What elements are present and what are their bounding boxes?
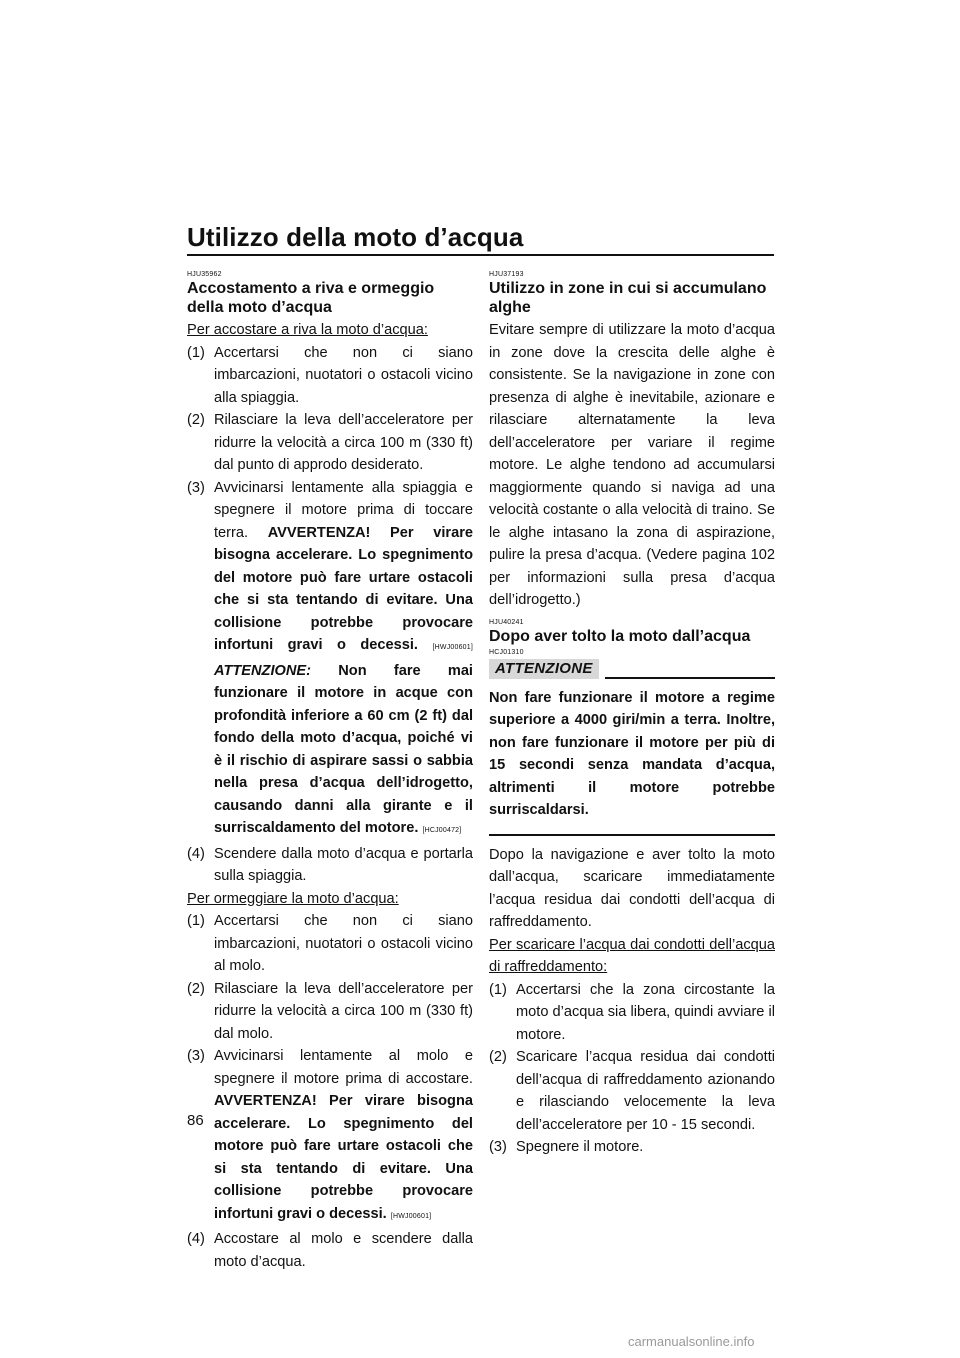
list-item: (4) Scendere dalla moto d’acqua e portarla sulla spiaggia. — [187, 845, 473, 884]
title-rule — [187, 254, 774, 256]
paragraph-algae: Evitare sempre di utilizzare la moto d’acqua in zone dove la crescita delle alghe è consistente. Se la navigazione in zone con presenza di alghe è inevitabile, azionare e rilasciare alternatamente la leva dell’acceleratore per variare il regime motore. Le alghe tendono ad accumularsi maggiormente quando si naviga ad una velocità costante o alla velocità di traino. Se le alghe intasano la zona di aspirazione, pulire la presa d’acqua. (Vedere pagina 102 per informazioni sulla presa d’acqua dell’idrogetto.) — [489, 322, 775, 608]
warning-text: AVVERTENZA! Per virare bisogna accelerare. Lo spegnimento del motore può fare urtare ostacoli che si sta tentando di evitare. Una collisione potrebbe provocare infortuni gravi o decessi. — [214, 1093, 473, 1222]
list-item: (3) Avvicinarsi lentamente al molo e spegnere il motore prima di accostare. AVVERTENZA! Per virare bisogna accelerare. Lo spegnimento del motore può fare urtare ostacoli che si sta tentando di evitare. Una collisione potrebbe provocare infortuni gravi o decessi. [HWJ00601] — [187, 1048, 473, 1222]
caution-label: ATTENZIONE — [489, 659, 599, 679]
caution-rule — [605, 677, 775, 679]
warning-code: [HWJ00601] — [432, 644, 474, 651]
watermark: carmanualsonline.info — [628, 1334, 755, 1349]
section-heading: Accostamento a riva e ormeggio della moto d’acqua — [187, 280, 435, 316]
subheading-mooring: Per ormeggiare la moto d’acqua: — [187, 890, 399, 907]
caution-header — [489, 659, 775, 679]
subheading-landing: Per accostare a riva la moto d’acqua: — [187, 322, 428, 338]
caution-end-rule — [489, 834, 775, 836]
left-column — [187, 270, 473, 1273]
mooring-steps — [187, 910, 473, 1273]
page-number: 86 — [187, 1112, 204, 1129]
warning-text: AVVERTENZA! Per virare bisogna accelerare. Lo spegnimento del motore può fare urtare ostacoli che si sta tentando di evitare. Una collisione potrebbe provocare infortuni gravi o decessi. — [214, 524, 473, 653]
list-item: (3) Avvicinarsi lentamente alla spiaggia e spegnere il motore prima di toccare terra. AVVERTENZA! Per virare bisogna accelerare. Lo spegnimento del motore può fare urtare ostacoli che si sta tentando di evitare. Una collisione potrebbe provocare infortuni gravi o decessi. [HWJ00601] ATTENZIONE: Non fare mai funzionare il motore in acque con profondità inferiore a 60 cm (2 ft) dal fondo della moto d’acqua, poiché vi è il rischio di aspirare sassi o sabbia nella presa d’acqua dell’idrogetto, causando danni alla girante e il surriscaldamento del motore. [HCJ00472] — [187, 479, 474, 836]
caution-text: Non fare funzionare il motore a regime superiore a 4000 giri/min a terra. Inoltre, non fare funzionare il motore per più di 15 secondi senza mandata d’acqua, altrimenti il motore potrebbe surriscaldarsi. — [489, 689, 775, 818]
right-column — [489, 270, 775, 1159]
page-title: Utilizzo della moto d’acqua — [187, 222, 524, 252]
warning-code: [HWJ00601] — [390, 1212, 432, 1220]
draining-steps — [489, 979, 775, 1159]
landing-steps — [187, 342, 473, 888]
section-code: HJU37193 — [489, 271, 524, 278]
list-item: (2) Rilasciare la leva dell’acceleratore per ridurre la velocità a circa 100 m (330 ft) dal molo. — [187, 980, 473, 1042]
attention-code: [HCJ00472] — [422, 827, 462, 834]
paragraph-after: Dopo la navigazione e aver tolto la moto dall’acqua, scaricare immediatamente l’acqua residua dai condotti dell’acqua di raffreddamento. — [489, 846, 775, 930]
attention-text: Non fare mai funzionare il motore in acque con profondità inferiore a 60 cm (2 ft) dal fondo della moto d’acqua, poiché vi è il rischio di aspirare sassi o sabbia nella presa d’acqua dell’idrogetto, causando danni alla girante e il surriscaldamento del motore. — [214, 662, 473, 836]
section-code: HJU40241 — [489, 618, 524, 626]
attention-label: ATTENZIONE: — [214, 662, 312, 679]
list-item: (1) Accertarsi che la zona circostante la moto d’acqua sia libera, quindi avviare il motore. — [489, 981, 775, 1043]
subheading-draining: Per scaricare l’acqua dai condotti dell’acqua di raffreddamento: — [489, 936, 775, 975]
list-item: (1) Accertarsi che non ci siano imbarcazioni, nuotatori o ostacoli vicino al molo. — [187, 913, 473, 974]
caution-code: HCJ01310 — [489, 648, 524, 656]
list-item: (1) Accertarsi che non ci siano imbarcazioni, nuotatori o ostacoli vicino alla spiaggia. — [187, 344, 473, 406]
section-heading: Utilizzo in zone in cui si accumulano alghe — [489, 280, 767, 316]
section-code: HJU35962 — [187, 271, 222, 278]
list-item: (2) Rilasciare la leva dell’acceleratore per ridurre la velocità a circa 100 m (330 ft) dal punto di approdo desiderato. — [187, 412, 473, 473]
list-item: (4) Accostare al molo e scendere dalla moto d’acqua. — [187, 1231, 473, 1270]
list-item: (3) Spegnere il motore. — [489, 1139, 644, 1155]
section-heading: Dopo aver tolto la moto dall’acqua — [489, 627, 751, 645]
list-item: (2) Scaricare l’acqua residua dai condotti dell’acqua di raffreddamento azionando e rilasciando velocemente la leva dell’acceleratore per 10 - 15 secondi. — [489, 1049, 775, 1133]
